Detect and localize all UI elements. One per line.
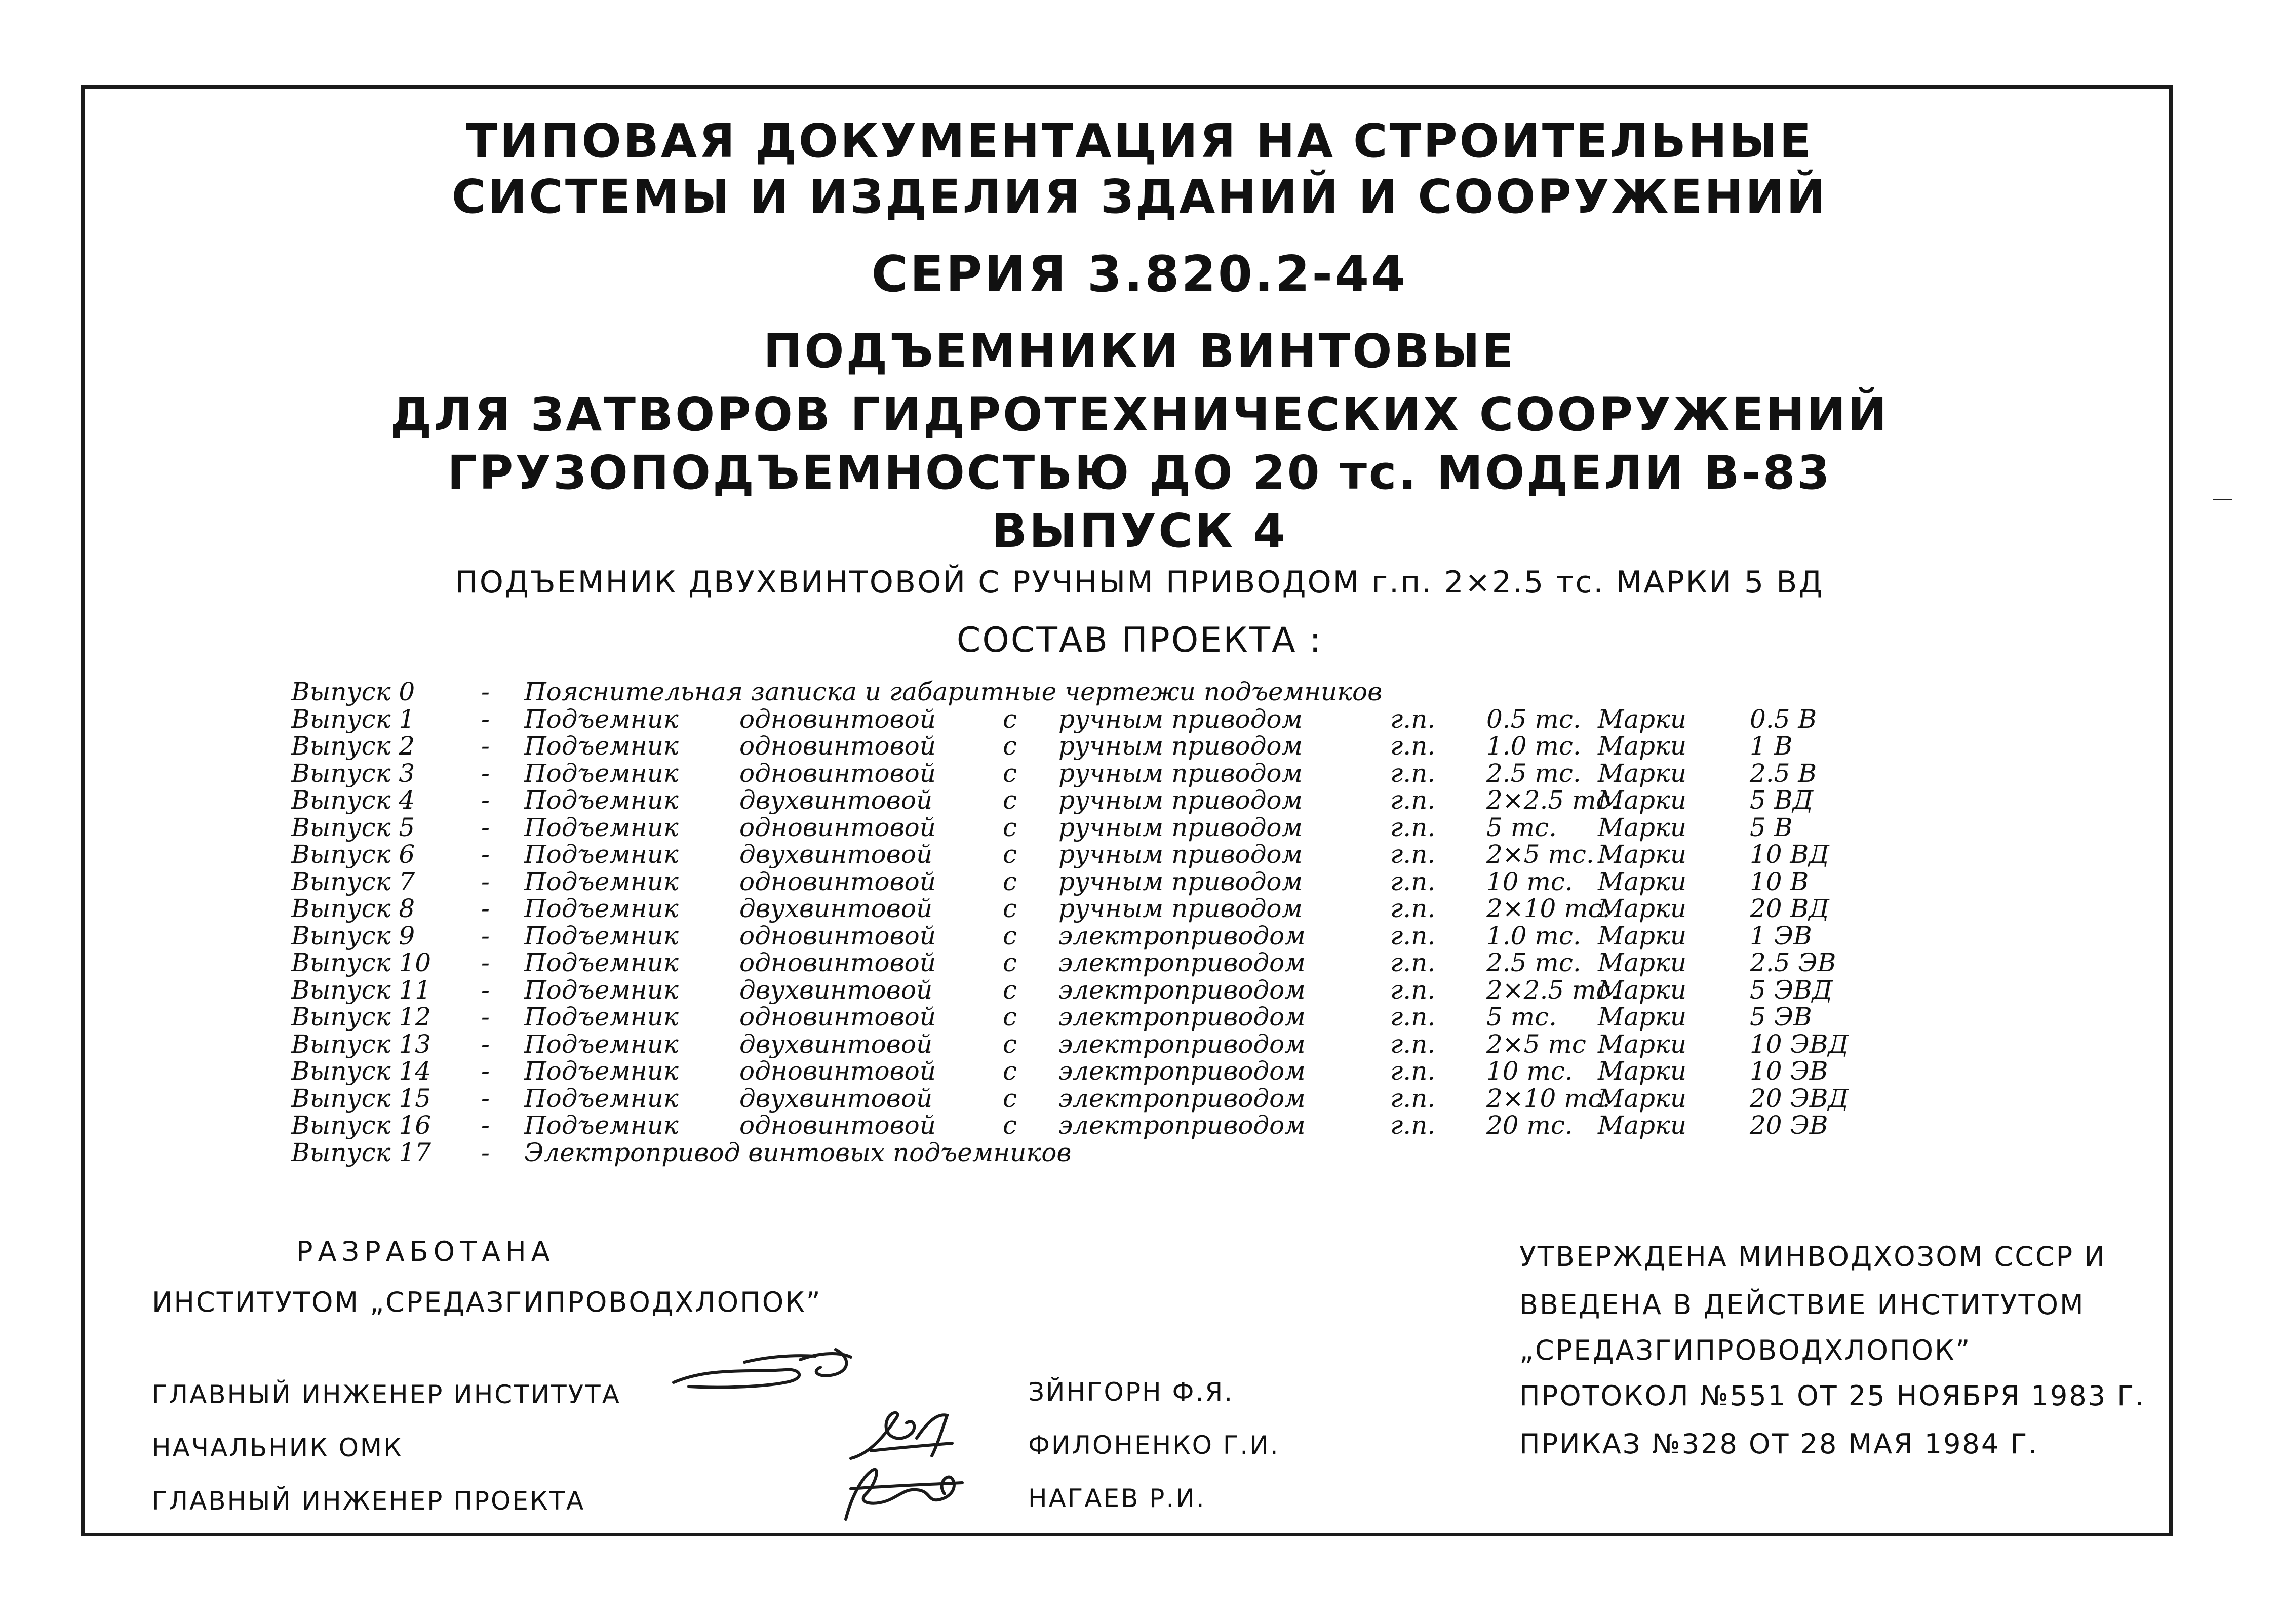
issue-number: Выпуск 13 xyxy=(291,1029,431,1059)
issue-type: Подъемник xyxy=(524,1111,679,1140)
issue-code: 5 ЭВД xyxy=(1750,975,1833,1005)
issue-gp: г.п. xyxy=(1390,1111,1436,1140)
issue-number: Выпуск 15 xyxy=(291,1083,431,1113)
issue-gp: г.п. xyxy=(1390,948,1436,977)
issue-marka: Марки xyxy=(1598,1029,1687,1059)
issue-screw: одновинтовой xyxy=(739,758,936,788)
issue-dash: - xyxy=(481,785,490,815)
issue-code: 1 ЭВ xyxy=(1750,921,1812,950)
issue-number: Выпуск 12 xyxy=(291,1002,431,1032)
issue-marka: Марки xyxy=(1598,785,1687,815)
issue-drive: ручным приводом xyxy=(1058,866,1303,896)
issue-code: 2.5 ЭВ xyxy=(1750,948,1836,977)
issue-capacity: 2.5 тс. xyxy=(1486,758,1581,788)
issue-gp: г.п. xyxy=(1390,1002,1436,1032)
issue-with: с xyxy=(1003,921,1017,950)
issue-with: с xyxy=(1003,785,1017,815)
issue-number: Выпуск 8 xyxy=(291,894,415,923)
issue-with: с xyxy=(1003,731,1017,761)
approval-protocol: ПРОТОКОЛ №551 ОТ 25 НОЯБРЯ 1983 Г. xyxy=(1519,1380,2146,1412)
issue-with: с xyxy=(1003,758,1017,788)
issue-marka: Марки xyxy=(1598,840,1687,869)
title-line-2: ДЛЯ ЗАТВОРОВ ГИДРОТЕХНИЧЕСКИХ СООРУЖЕНИЙ xyxy=(390,387,1889,442)
issue-subtitle: ПОДЪЕМНИК ДВУХВИНТОВОЙ С РУЧНЫМ ПРИВОДОМ г.п. 2×2.5 тс. МАРКИ 5 ВД xyxy=(455,565,1824,600)
issue-type: Подъемник xyxy=(524,921,679,950)
issue-dash: - xyxy=(481,1002,490,1032)
developed-label: РАЗРАБОТАНА xyxy=(296,1236,555,1267)
issue-drive: ручным приводом xyxy=(1058,812,1303,842)
issue-drive: электроприводом xyxy=(1058,1002,1306,1032)
signature-chief-engineer xyxy=(669,1342,922,1398)
issue-with: с xyxy=(1003,948,1017,977)
issue-gp: г.п. xyxy=(1390,731,1436,761)
issue-code: 20 ЭВД xyxy=(1750,1083,1849,1113)
staff-role: ГЛАВНЫЙ ИНЖЕНЕР ИНСТИТУТА xyxy=(152,1380,621,1409)
issue-drive: электроприводом xyxy=(1058,1083,1306,1113)
issue-marka: Марки xyxy=(1598,704,1687,734)
issue-screw: двухвинтовой xyxy=(739,975,933,1005)
header-line-2: СИСТЕМЫ И ИЗДЕЛИЯ ЗДАНИЙ И СООРУЖЕНИЙ xyxy=(451,170,1828,224)
issue-dash: - xyxy=(481,1111,490,1140)
issue-dash: - xyxy=(481,866,490,896)
issue-number: Выпуск 1 xyxy=(291,704,415,734)
issue-with: с xyxy=(1003,1029,1017,1059)
issue-capacity: 0.5 тс. xyxy=(1486,704,1581,734)
issue-capacity: 1.0 тс. xyxy=(1486,731,1581,761)
issue-drive: электроприводом xyxy=(1058,1029,1306,1059)
issue-code: 20 ЭВ xyxy=(1750,1111,1828,1140)
issue-capacity: 2×10 тс. xyxy=(1486,894,1610,923)
issue-gp: г.п. xyxy=(1390,1029,1436,1059)
issue-drive: ручным приводом xyxy=(1058,731,1303,761)
issue-gp: г.п. xyxy=(1390,975,1436,1005)
approval-line-3: „СРЕДАЗГИПРОВОДХЛОПОК” xyxy=(1519,1334,1972,1366)
issue-type: Подъемник xyxy=(524,975,679,1005)
issue-description: Пояснительная записка и габаритные чертежи подъемников xyxy=(524,677,1383,706)
issue-dash: - xyxy=(481,975,490,1005)
approval-line-2: ВВЕДЕНА В ДЕЙСТВИЕ ИНСТИТУТОМ xyxy=(1519,1289,2085,1321)
issue-with: с xyxy=(1003,1083,1017,1113)
issue-dash: - xyxy=(481,921,490,950)
issue-with: с xyxy=(1003,1056,1017,1086)
issue-drive: электроприводом xyxy=(1058,975,1306,1005)
issue-capacity: 10 тс. xyxy=(1486,1056,1573,1086)
issue-drive: ручным приводом xyxy=(1058,785,1303,815)
issue-number: Выпуск 2 xyxy=(291,731,415,761)
issue-code: 2.5 В xyxy=(1750,758,1817,788)
issue-dash: - xyxy=(481,758,490,788)
developed-institute: ИНСТИТУТОМ „СРЕДАЗГИПРОВОДХЛОПОК” xyxy=(152,1286,822,1318)
issue-drive: ручным приводом xyxy=(1058,704,1303,734)
issue-screw: одновинтовой xyxy=(739,812,936,842)
approval-line-1: УТВЕРЖДЕНА МИНВОДХОЗОМ СССР И xyxy=(1519,1241,2106,1273)
issue-type: Подъемник xyxy=(524,758,679,788)
approval-order: ПРИКАЗ №328 ОТ 28 МАЯ 1984 Г. xyxy=(1519,1428,2039,1460)
issue-number: Выпуск 10 xyxy=(291,948,431,977)
issue-gp: г.п. xyxy=(1390,758,1436,788)
issue-screw: одновинтовой xyxy=(739,921,936,950)
issue-type: Подъемник xyxy=(524,1002,679,1032)
issue-dash: - xyxy=(481,894,490,923)
issue-dash: - xyxy=(481,948,490,977)
issue-gp: г.п. xyxy=(1390,894,1436,923)
issue-dash: - xyxy=(481,677,490,706)
issue-number: Выпуск 9 xyxy=(291,921,415,950)
issue-marka: Марки xyxy=(1598,921,1687,950)
issue-number: Выпуск 7 xyxy=(291,866,415,896)
issue-type: Подъемник xyxy=(524,894,679,923)
staff-name: НАГАЕВ Р.И. xyxy=(1028,1484,1206,1513)
issue-screw: одновинтовой xyxy=(739,731,936,761)
issue-marka: Марки xyxy=(1598,812,1687,842)
issue-code: 20 ВД xyxy=(1750,894,1829,923)
issue-type: Подъемник xyxy=(524,1083,679,1113)
issue-type: Подъемник xyxy=(524,840,679,869)
issue-code: 0.5 В xyxy=(1750,704,1817,734)
issue-with: с xyxy=(1003,866,1017,896)
issue-number: Выпуск 17 xyxy=(291,1137,431,1167)
issue-drive: электроприводом xyxy=(1058,1111,1306,1140)
issue-number: Выпуск 0 xyxy=(291,677,415,706)
issue-with: с xyxy=(1003,704,1017,734)
staff-name: ФИЛОНЕНКО Г.И. xyxy=(1028,1431,1280,1460)
issue-heading: ВЫПУСК 4 xyxy=(991,504,1288,558)
issue-screw: двухвинтовой xyxy=(739,840,933,869)
issue-screw: двухвинтовой xyxy=(739,1029,933,1059)
issue-capacity: 20 тс. xyxy=(1486,1111,1573,1140)
issue-screw: двухвинтовой xyxy=(739,894,933,923)
issue-capacity: 1.0 тс. xyxy=(1486,921,1581,950)
issue-gp: г.п. xyxy=(1390,866,1436,896)
issue-marka: Марки xyxy=(1598,1083,1687,1113)
issue-type: Подъемник xyxy=(524,948,679,977)
issue-gp: г.п. xyxy=(1390,704,1436,734)
issue-type: Подъемник xyxy=(524,704,679,734)
issue-drive: ручным приводом xyxy=(1058,894,1303,923)
issue-gp: г.п. xyxy=(1390,840,1436,869)
issue-gp: г.п. xyxy=(1390,1056,1436,1086)
issue-with: с xyxy=(1003,894,1017,923)
issue-number: Выпуск 11 xyxy=(291,975,431,1005)
issue-with: с xyxy=(1003,840,1017,869)
issue-number: Выпуск 5 xyxy=(291,812,415,842)
issue-number: Выпуск 16 xyxy=(291,1111,431,1140)
issue-drive: электроприводом xyxy=(1058,1056,1306,1086)
issue-description: Электропривод винтовых подъемников xyxy=(524,1137,1072,1167)
title-line-1: ПОДЪЕМНИКИ ВИНТОВЫЕ xyxy=(763,324,1516,378)
issue-with: с xyxy=(1003,975,1017,1005)
issue-marka: Марки xyxy=(1598,975,1687,1005)
issue-gp: г.п. xyxy=(1390,1083,1436,1113)
issue-dash: - xyxy=(481,1029,490,1059)
issue-code: 10 ВД xyxy=(1750,840,1829,869)
issue-drive: электроприводом xyxy=(1058,921,1306,950)
issue-capacity: 2×10 тс. xyxy=(1486,1083,1610,1113)
issue-number: Выпуск 14 xyxy=(291,1056,431,1086)
issue-screw: двухвинтовой xyxy=(739,1083,933,1113)
staff-role: НАЧАЛЬНИК ОМК xyxy=(152,1433,403,1462)
issue-marka: Марки xyxy=(1598,1111,1687,1140)
issue-drive: электроприводом xyxy=(1058,948,1306,977)
header-line-1: ТИПОВАЯ ДОКУМЕНТАЦИЯ НА СТРОИТЕЛЬНЫЕ xyxy=(465,114,1814,168)
issue-code: 10 ЭВ xyxy=(1750,1056,1828,1086)
issue-screw: двухвинтовой xyxy=(739,785,933,815)
issue-code: 10 В xyxy=(1750,866,1809,896)
issue-screw: одновинтовой xyxy=(739,704,936,734)
issue-code: 10 ЭВД xyxy=(1750,1029,1849,1059)
issue-type: Подъемник xyxy=(524,812,679,842)
issue-dash: - xyxy=(481,704,490,734)
issue-capacity: 2×5 тс xyxy=(1486,1029,1586,1059)
composition-heading: СОСТАВ ПРОЕКТА : xyxy=(956,620,1323,660)
issue-gp: г.п. xyxy=(1390,921,1436,950)
issue-dash: - xyxy=(481,1056,490,1086)
issue-capacity: 5 тс. xyxy=(1486,1002,1557,1032)
issue-screw: одновинтовой xyxy=(739,866,936,896)
issue-marka: Марки xyxy=(1598,866,1687,896)
issue-type: Подъемник xyxy=(524,785,679,815)
issue-type: Подъемник xyxy=(524,866,679,896)
issue-capacity: 2×5 тс. xyxy=(1486,840,1594,869)
issue-marka: Марки xyxy=(1598,1056,1687,1086)
issue-marka: Марки xyxy=(1598,1002,1687,1032)
issue-type: Подъемник xyxy=(524,1029,679,1059)
issue-drive: ручным приводом xyxy=(1058,840,1303,869)
issue-marka: Марки xyxy=(1598,894,1687,923)
signature-project-engineer xyxy=(831,1458,983,1529)
issue-screw: одновинтовой xyxy=(739,1111,936,1140)
issue-marka: Марки xyxy=(1598,731,1687,761)
issue-drive: ручным приводом xyxy=(1058,758,1303,788)
issue-screw: одновинтовой xyxy=(739,1002,936,1032)
issue-capacity: 2×2.5 тс. xyxy=(1486,785,1619,815)
issue-capacity: 2×2.5 тс. xyxy=(1486,975,1619,1005)
issue-gp: г.п. xyxy=(1390,785,1436,815)
issue-with: с xyxy=(1003,1111,1017,1140)
staff-name: ЗЙНГОРН Ф.Я. xyxy=(1028,1377,1234,1407)
issue-code: 5 ВД xyxy=(1750,785,1814,815)
issue-with: с xyxy=(1003,1002,1017,1032)
issue-dash: - xyxy=(481,840,490,869)
issue-dash: - xyxy=(481,1083,490,1113)
issue-type: Подъемник xyxy=(524,1056,679,1086)
staff-role: ГЛАВНЫЙ ИНЖЕНЕР ПРОЕКТА xyxy=(152,1486,585,1516)
issue-dash: - xyxy=(481,812,490,842)
issue-code: 1 В xyxy=(1750,731,1793,761)
issue-marka: Марки xyxy=(1598,948,1687,977)
issue-marka: Марки xyxy=(1598,758,1687,788)
issue-with: с xyxy=(1003,812,1017,842)
issue-capacity: 5 тс. xyxy=(1486,812,1557,842)
title-line-3: ГРУЗОПОДЪЕМНОСТЬЮ ДО 20 тс. МОДЕЛИ В-83 xyxy=(447,446,1832,500)
series-number: СЕРИЯ 3.820.2-44 xyxy=(871,246,1408,303)
issue-screw: одновинтовой xyxy=(739,948,936,977)
issue-capacity: 10 тс. xyxy=(1486,866,1573,896)
issue-dash: - xyxy=(481,731,490,761)
issue-code: 5 В xyxy=(1750,812,1793,842)
issue-number: Выпуск 4 xyxy=(291,785,415,815)
issue-screw: одновинтовой xyxy=(739,1056,936,1086)
issue-number: Выпуск 6 xyxy=(291,840,415,869)
issue-gp: г.п. xyxy=(1390,812,1436,842)
issue-dash: - xyxy=(481,1137,490,1167)
issue-code: 5 ЭВ xyxy=(1750,1002,1812,1032)
issue-type: Подъемник xyxy=(524,731,679,761)
issue-capacity: 2.5 тс. xyxy=(1486,948,1581,977)
issue-number: Выпуск 3 xyxy=(291,758,415,788)
